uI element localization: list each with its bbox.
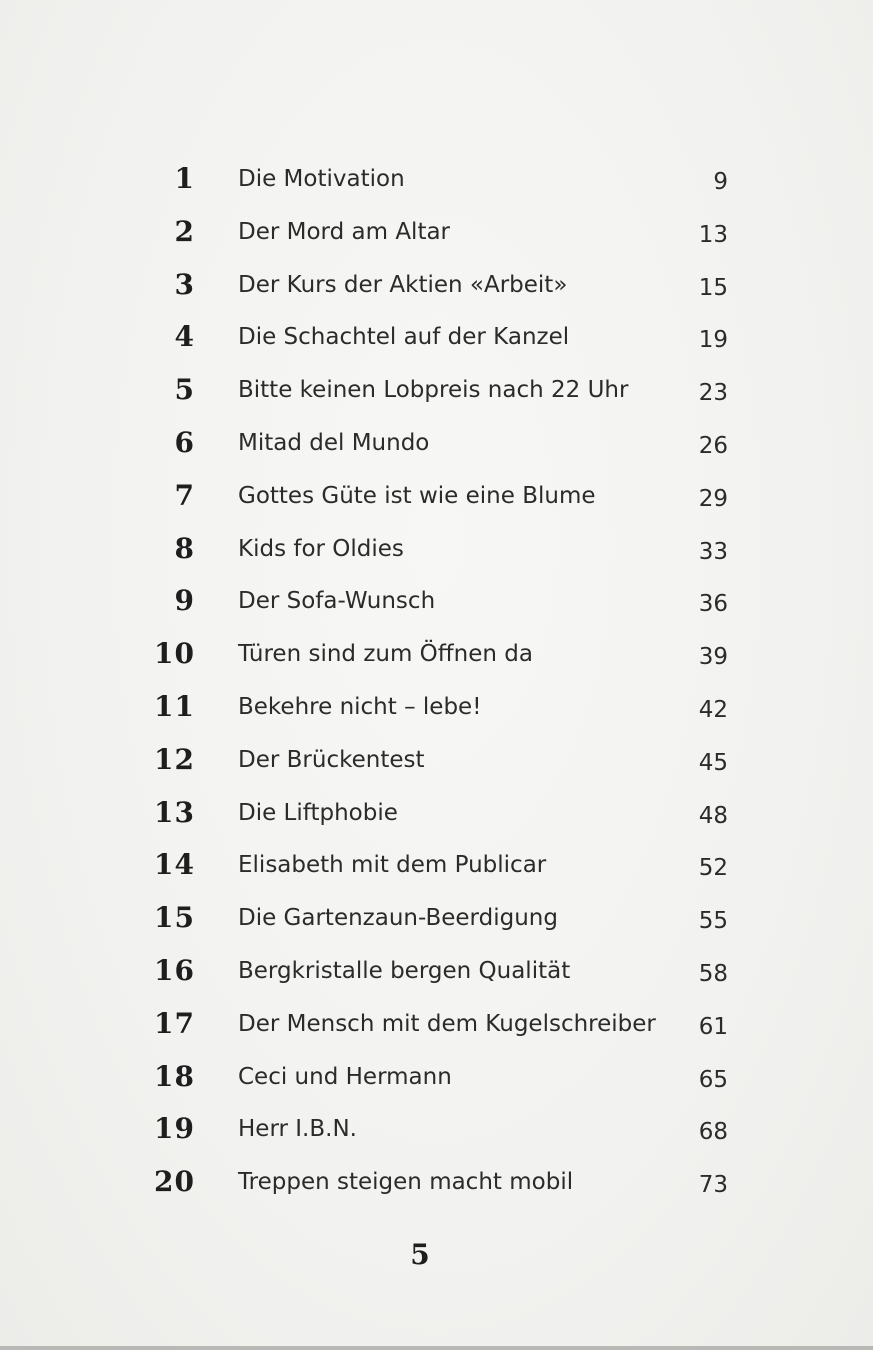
chapter-number: 19 <box>154 1112 195 1146</box>
page-reference: 36 <box>698 591 728 618</box>
chapter-title: Der Mord am Altar <box>238 218 451 245</box>
toc-entry-9 <box>0 580 873 633</box>
chapter-title: Die Liftphobie <box>238 799 398 826</box>
chapter-number: 13 <box>154 795 195 829</box>
page-reference: 48 <box>698 802 728 829</box>
chapter-title: Die Motivation <box>238 166 405 192</box>
page-reference: 23 <box>698 380 728 407</box>
chapter-number: 2 <box>174 214 195 248</box>
chapter-number: 18 <box>154 1059 195 1093</box>
toc-entry-6 <box>0 422 873 475</box>
chapter-title: Türen sind zum Öffnen da <box>238 641 533 668</box>
chapter-number: 7 <box>174 478 195 512</box>
page-reference: 33 <box>698 538 728 565</box>
chapter-number: 6 <box>174 425 195 459</box>
page-reference: 45 <box>698 749 728 776</box>
toc-entry-18 <box>0 1056 873 1109</box>
toc-entry-13 <box>0 792 873 845</box>
toc-entry-19 <box>0 1108 873 1161</box>
toc-entry-2 <box>0 211 873 264</box>
chapter-title: Elisabeth mit dem Publicar <box>238 852 547 879</box>
page-reference: 73 <box>698 1172 728 1199</box>
page-reference: 68 <box>698 1119 728 1146</box>
chapter-title: Bergkristalle bergen Qualität <box>238 957 571 984</box>
toc-entry-16 <box>0 950 873 1003</box>
page-reference: 52 <box>698 855 728 882</box>
toc-entry-5 <box>0 369 873 422</box>
chapter-number: 15 <box>154 901 195 935</box>
page-number: 5 <box>410 1238 430 1271</box>
chapter-number: 1 <box>174 162 195 195</box>
page-reference: 19 <box>698 327 728 354</box>
chapter-title: Der Sofa-Wunsch <box>238 588 436 615</box>
chapter-number: 17 <box>154 1006 195 1040</box>
chapter-title: Die Schachtel auf der Kanzel <box>238 324 570 351</box>
chapter-title: Treppen steigen macht mobil <box>238 1169 574 1196</box>
chapter-title: Mitad del Mundo <box>238 429 430 456</box>
page-reference: 13 <box>698 221 728 248</box>
chapter-title: Die Gartenzaun-Beerdigung <box>238 905 558 932</box>
chapter-title: Der Kurs der Aktien «Arbeit» <box>238 271 568 298</box>
toc-entry-1 <box>0 158 873 211</box>
chapter-number: 8 <box>174 531 195 565</box>
toc-entry-14 <box>0 844 873 897</box>
chapter-number: 5 <box>174 373 195 407</box>
page-reference: 39 <box>698 644 728 671</box>
chapter-number: 4 <box>174 320 195 354</box>
chapter-number: 10 <box>154 637 195 671</box>
toc-entry-20 <box>0 1161 873 1214</box>
toc-entry-15 <box>0 897 873 950</box>
page-reference: 42 <box>698 696 728 723</box>
page-edge <box>0 1346 873 1350</box>
page-reference: 58 <box>698 960 728 987</box>
chapter-title: Bekehre nicht – lebe! <box>238 693 482 720</box>
page-reference: 65 <box>698 1066 728 1093</box>
page-reference: 61 <box>698 1013 728 1040</box>
toc-entry-3 <box>0 264 873 317</box>
toc-entry-7 <box>0 475 873 528</box>
chapter-number: 11 <box>154 689 195 723</box>
toc-entry-10 <box>0 633 873 686</box>
chapter-number: 16 <box>154 953 195 987</box>
page-reference: 15 <box>698 274 728 301</box>
chapter-title: Bitte keinen Lobpreis nach 22 Uhr <box>238 377 629 404</box>
chapter-number: 12 <box>154 742 195 776</box>
chapter-number: 20 <box>154 1165 195 1199</box>
chapter-title: Gottes Güte ist wie eine Blume <box>238 482 596 509</box>
chapter-number: 9 <box>174 584 195 618</box>
chapter-title: Kids for Oldies <box>238 535 404 562</box>
page-reference: 29 <box>698 485 728 512</box>
chapter-number: 14 <box>154 848 195 882</box>
page-reference: 55 <box>698 908 728 935</box>
page-reference: 9 <box>713 169 728 195</box>
chapter-number: 3 <box>174 267 195 301</box>
toc-entry-17 <box>0 1003 873 1056</box>
page-reference: 26 <box>698 432 728 459</box>
chapter-title: Der Brückentest <box>238 746 425 773</box>
chapter-title: Ceci und Hermann <box>238 1063 452 1090</box>
toc-entry-11 <box>0 686 873 739</box>
chapter-title: Herr I.B.N. <box>238 1116 357 1143</box>
table-of-contents <box>0 158 873 1214</box>
chapter-title: Der Mensch mit dem Kugelschreiber <box>238 1010 656 1037</box>
toc-entry-4 <box>0 316 873 369</box>
toc-entry-12 <box>0 739 873 792</box>
toc-entry-8 <box>0 528 873 581</box>
